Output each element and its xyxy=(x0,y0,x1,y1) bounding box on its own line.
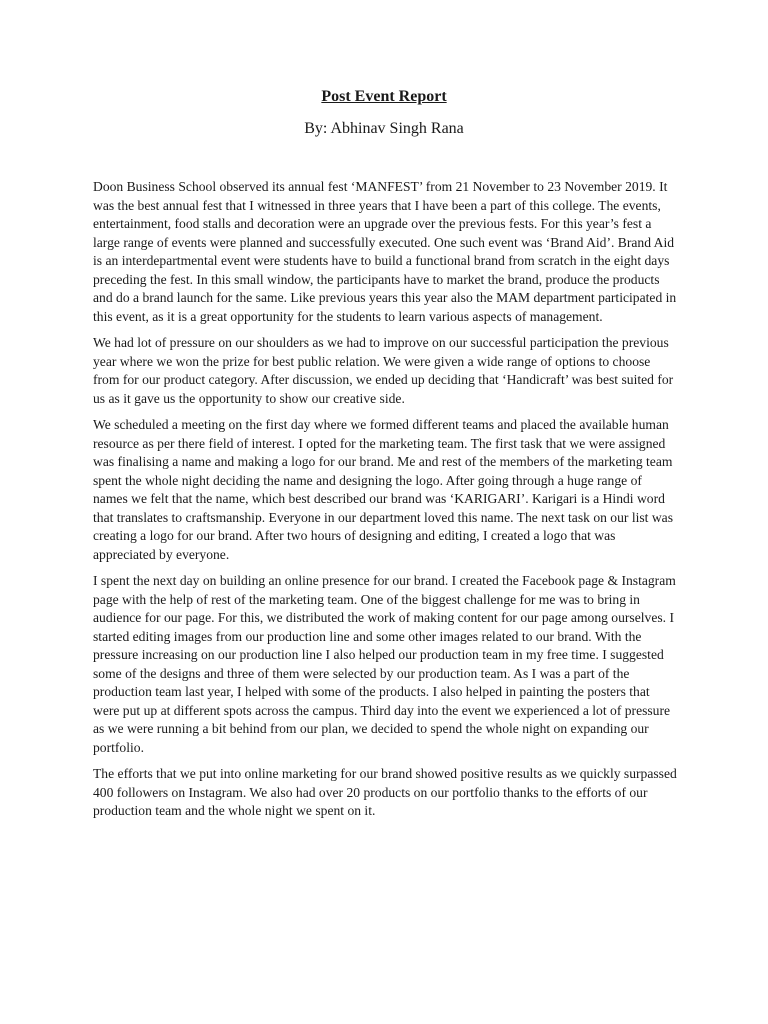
paragraph-1: Doon Business School observed its annual fest ‘MANFEST’ from 21 November to 23 November 2019. It was the best annual fest that I witnessed in three years that I have been a part of this college. The events, entertainment, food stalls and decoration were an upgrade over the previous fests. For this year’s fest a large range of events were planned and successfully executed. One such event was ‘Brand Aid’. Brand Aid is an interdepartmental event were students have to build a functional brand from scratch in the eight days preceding the fest. In this small window, the participants have to market the brand, produce the products and do a brand launch for the same. Like previous years this year also the MAM department participated in this event, as it is a great opportunity for the students to learn various aspects of management. xyxy=(93,179,677,324)
paragraph-5: The efforts that we put into online marketing for our brand showed positive results as we quickly surpassed 400 followers on Instagram. We also had over 20 products on our portfolio thanks to the efforts of our production team and the whole night we spent on it. xyxy=(93,766,677,818)
report-body xyxy=(93,178,678,829)
report-author: By: Abhinav Singh Rana xyxy=(304,120,464,137)
paragraph-2: We had lot of pressure on our shoulders as we had to improve on our successful participation the previous year where we won the prize for best public relation. We were given a wide range of options to choose from for our product category. After discussion, we ended up deciding that ‘Handicraft’ was best suited for us as it gave us the opportunity to show our creative side. xyxy=(93,335,674,406)
report-title: Post Event Report xyxy=(321,88,447,105)
paragraph-3: We scheduled a meeting on the first day where we formed different teams and placed the available human resource as per there field of interest. I opted for the marketing team. The first task that we were assigned was finalising a name and making a logo for our brand. Me and rest of the members of the marketing team spent the whole night deciding the name and designing the logo. After going through a huge range of names we felt that the name, which best described our brand was ‘KARIGARI’. Karigari is a Hindi word that translates to craftsmanship. Everyone in our department loved this name. The next task on our list was creating a logo for our brand. After two hours of designing and editing, I created a logo that was appreciated by everyone. xyxy=(93,417,673,562)
paragraph-4: I spent the next day on building an online presence for our brand. I created the Facebook page & Instagram page with the help of rest of the marketing team. One of the biggest challenge for me was to bring in audience for our page. For this, we distributed the work of making content for our page among ourselves. I started editing images from our production line and some other images related to our brand. With the pressure increasing on our production line I also helped our production team in my free time. I suggested some of the designs and three of them were selected by our production team. As I was a part of the production team last year, I helped with some of the products. I also helped in painting the posters that were put up at different spots across the campus. Third day into the event we experienced a lot of pressure as we were running a bit behind from our plan, we decided to spend the whole night on expanding our portfolio. xyxy=(93,573,676,755)
